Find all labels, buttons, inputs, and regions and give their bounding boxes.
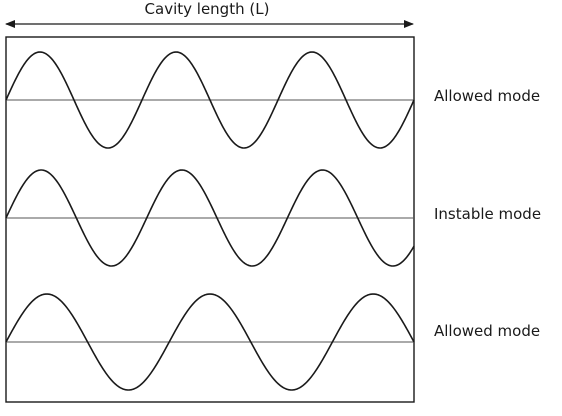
mode-waves (6, 52, 414, 390)
cavity-frame (6, 37, 414, 402)
mode-label-instable: Instable mode (434, 205, 542, 223)
mode-label-allowed-top: Allowed mode (434, 87, 541, 105)
mode-label-allowed-bottom: Allowed mode (434, 322, 541, 340)
cavity-length-label: Cavity length (L) (144, 0, 270, 18)
